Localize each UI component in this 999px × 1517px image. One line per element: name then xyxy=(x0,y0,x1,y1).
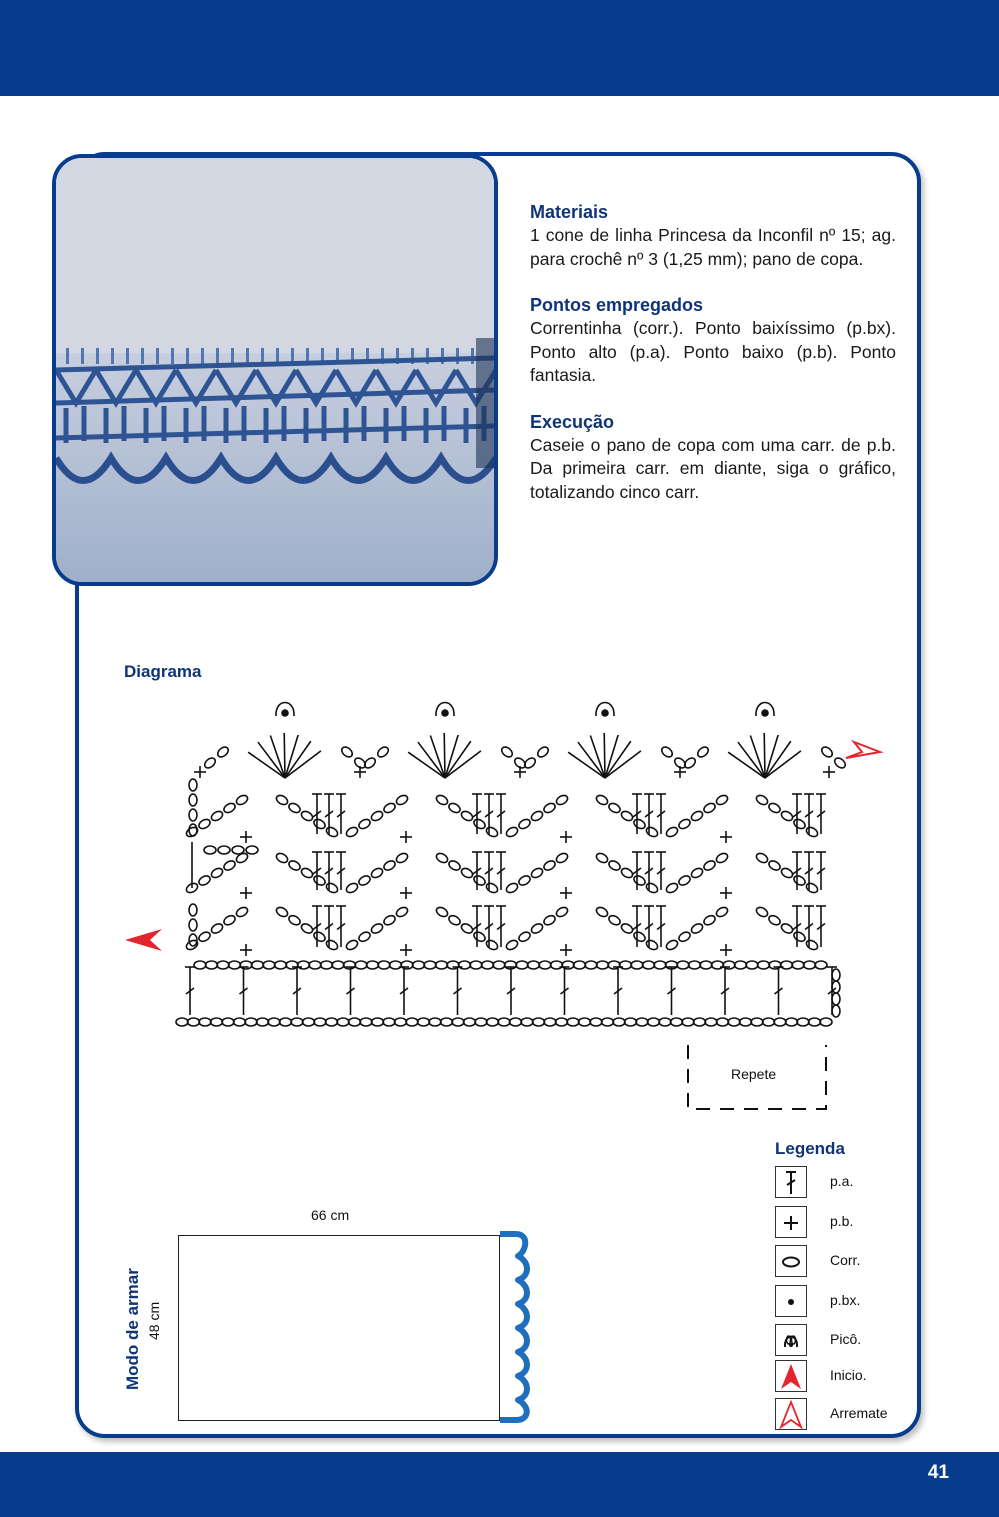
stitches-text: Correntinha (corr.). Ponto baixíssimo (p.bx). Ponto alto (p.a). Ponto baixo (p.b). Ponto fantasia. xyxy=(530,318,896,385)
lace-border-illustration xyxy=(496,1228,536,1428)
legend-label: Inicio. xyxy=(830,1367,867,1383)
chain-icon xyxy=(775,1245,807,1277)
legend-label: Arremate xyxy=(830,1405,888,1421)
legend-label: Picô. xyxy=(830,1331,862,1347)
finish-arrow-icon xyxy=(846,742,880,758)
finish-arrow-icon xyxy=(775,1398,807,1430)
single-crochet-icon xyxy=(775,1206,807,1238)
legend-label: p.a. xyxy=(830,1173,854,1189)
slip-stitch-icon xyxy=(775,1285,807,1317)
page-number: 41 xyxy=(927,1462,949,1483)
legend-title: Legenda xyxy=(775,1139,845,1158)
legend-label: p.bx. xyxy=(830,1292,861,1308)
legend-label: p.b. xyxy=(830,1213,854,1229)
repeat-label: Repete xyxy=(731,1066,777,1082)
start-arrow-icon xyxy=(775,1360,807,1392)
height-dimension: 48 cm xyxy=(146,1301,162,1340)
execution-text: Caseie o pano de copa com uma carr. de p.b. Da primeira carr. em diante, siga o gráfico, totalizando cinco carr. xyxy=(530,434,896,502)
stitches-heading: Pontos empregados xyxy=(530,295,704,315)
materials-heading: Materiais xyxy=(530,202,609,222)
materials-text: 1 cone de linha Princesa da Inconfil nº 15; ag. para crochê nº 3 (1,25 mm); pano de copa. xyxy=(530,225,896,269)
assembly-title: Modo de armar xyxy=(123,1268,142,1390)
footer-band xyxy=(0,1452,999,1517)
width-dimension: 66 cm xyxy=(311,1207,350,1223)
picot-icon xyxy=(775,1324,807,1356)
execution-heading: Execução xyxy=(530,411,615,432)
legend-label: Corr. xyxy=(830,1252,861,1268)
dish-towel-outline xyxy=(178,1235,500,1421)
double-crochet-icon xyxy=(775,1166,807,1198)
start-arrow-icon xyxy=(125,929,162,951)
diagram-title: Diagrama xyxy=(124,662,202,681)
